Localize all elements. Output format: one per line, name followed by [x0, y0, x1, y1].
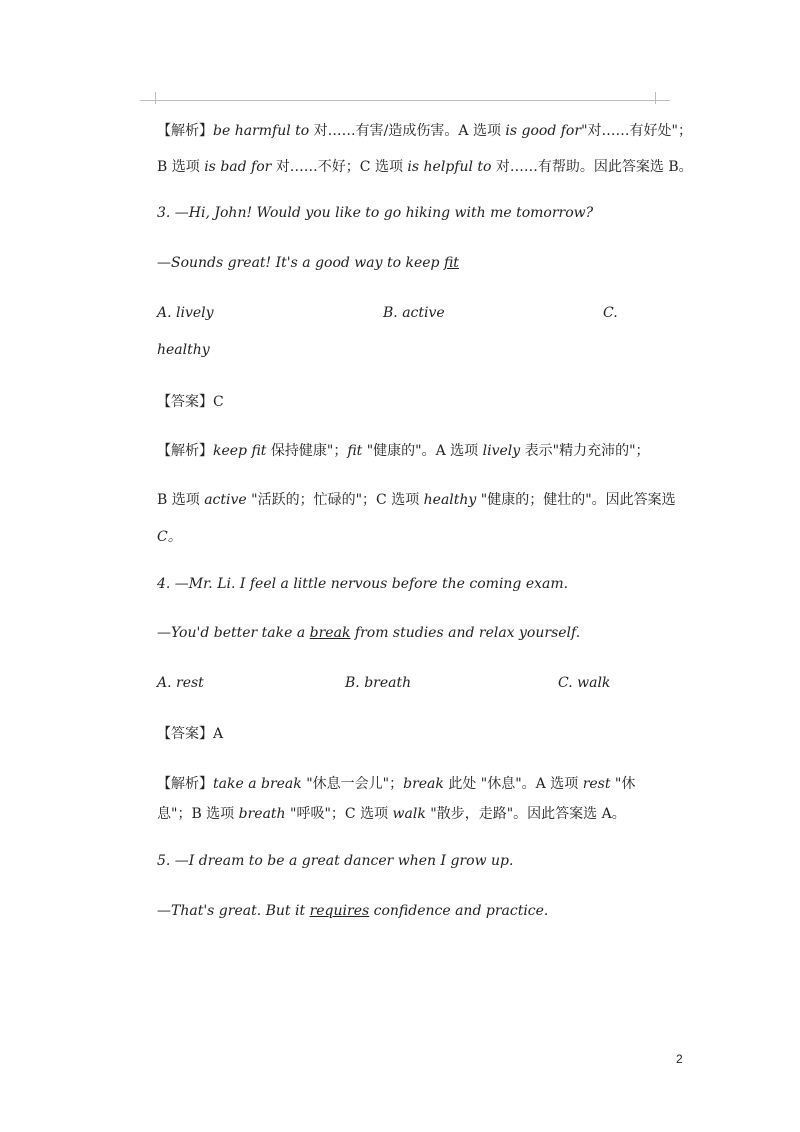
page-number: 2	[676, 1052, 683, 1066]
q5-reply: —That's great. But it requires confidence and practice.	[157, 903, 549, 919]
q4-reply: —You'd better take a break from studies and relax yourself.	[157, 625, 581, 641]
q4-target-word: break	[309, 625, 351, 641]
q2-explanation-line-2: B 选项 is bad for 对……不好；C 选项 is helpful to 对……有帮助。因此答案选 B。	[157, 159, 693, 175]
q3-question: 3. —Hi, John! Would you like to go hiking with me tomorrow?	[157, 205, 594, 221]
q4-explanation-line-1: 【解析】take a break "休息一会儿"；break 此处 "休息"。A 选项 rest "休	[157, 776, 636, 792]
q3-reply: —Sounds great! It's a good way to keep fit	[157, 255, 459, 271]
q3-option-c-label: C.	[603, 305, 618, 321]
q3-explanation-line-3: C。	[157, 529, 182, 545]
q4-option-a: A. rest	[157, 675, 204, 691]
q5-target-word: requires	[309, 903, 370, 919]
q4-question: 4. —Mr. Li. I feel a little nervous before the coming exam.	[157, 576, 569, 592]
q4-option-b: B. breath	[345, 675, 412, 691]
q4-option-c: C. walk	[558, 675, 611, 691]
q5-question: 5. —I dream to be a great dancer when I grow up.	[157, 853, 514, 869]
q3-option-c-text: healthy	[157, 342, 210, 358]
q3-answer: 【答案】C	[157, 394, 224, 410]
q2-explanation-line-1: 【解析】be harmful to 对……有害/造成伤害。A 选项 is good for"对……有好处"；	[157, 123, 692, 139]
q3-option-b: B. active	[383, 305, 445, 321]
q3-target-word: fit	[443, 255, 459, 271]
q3-explanation-line-1: 【解析】keep fit 保持健康"；fit "健康的"。A 选项 lively 表示"精力充沛的"；	[157, 443, 650, 459]
q4-answer: 【答案】A	[157, 726, 224, 742]
q3-option-a: A. lively	[157, 305, 214, 321]
q3-explanation-line-2: B 选项 active "活跃的；忙碌的"；C 选项 healthy "健康的；健壮的"。因此答案选	[157, 492, 676, 508]
q4-explanation-line-2: 息"；B 选项 breath "呼吸"；C 选项 walk "散步，走路"。因此答案选 A。	[157, 806, 626, 822]
